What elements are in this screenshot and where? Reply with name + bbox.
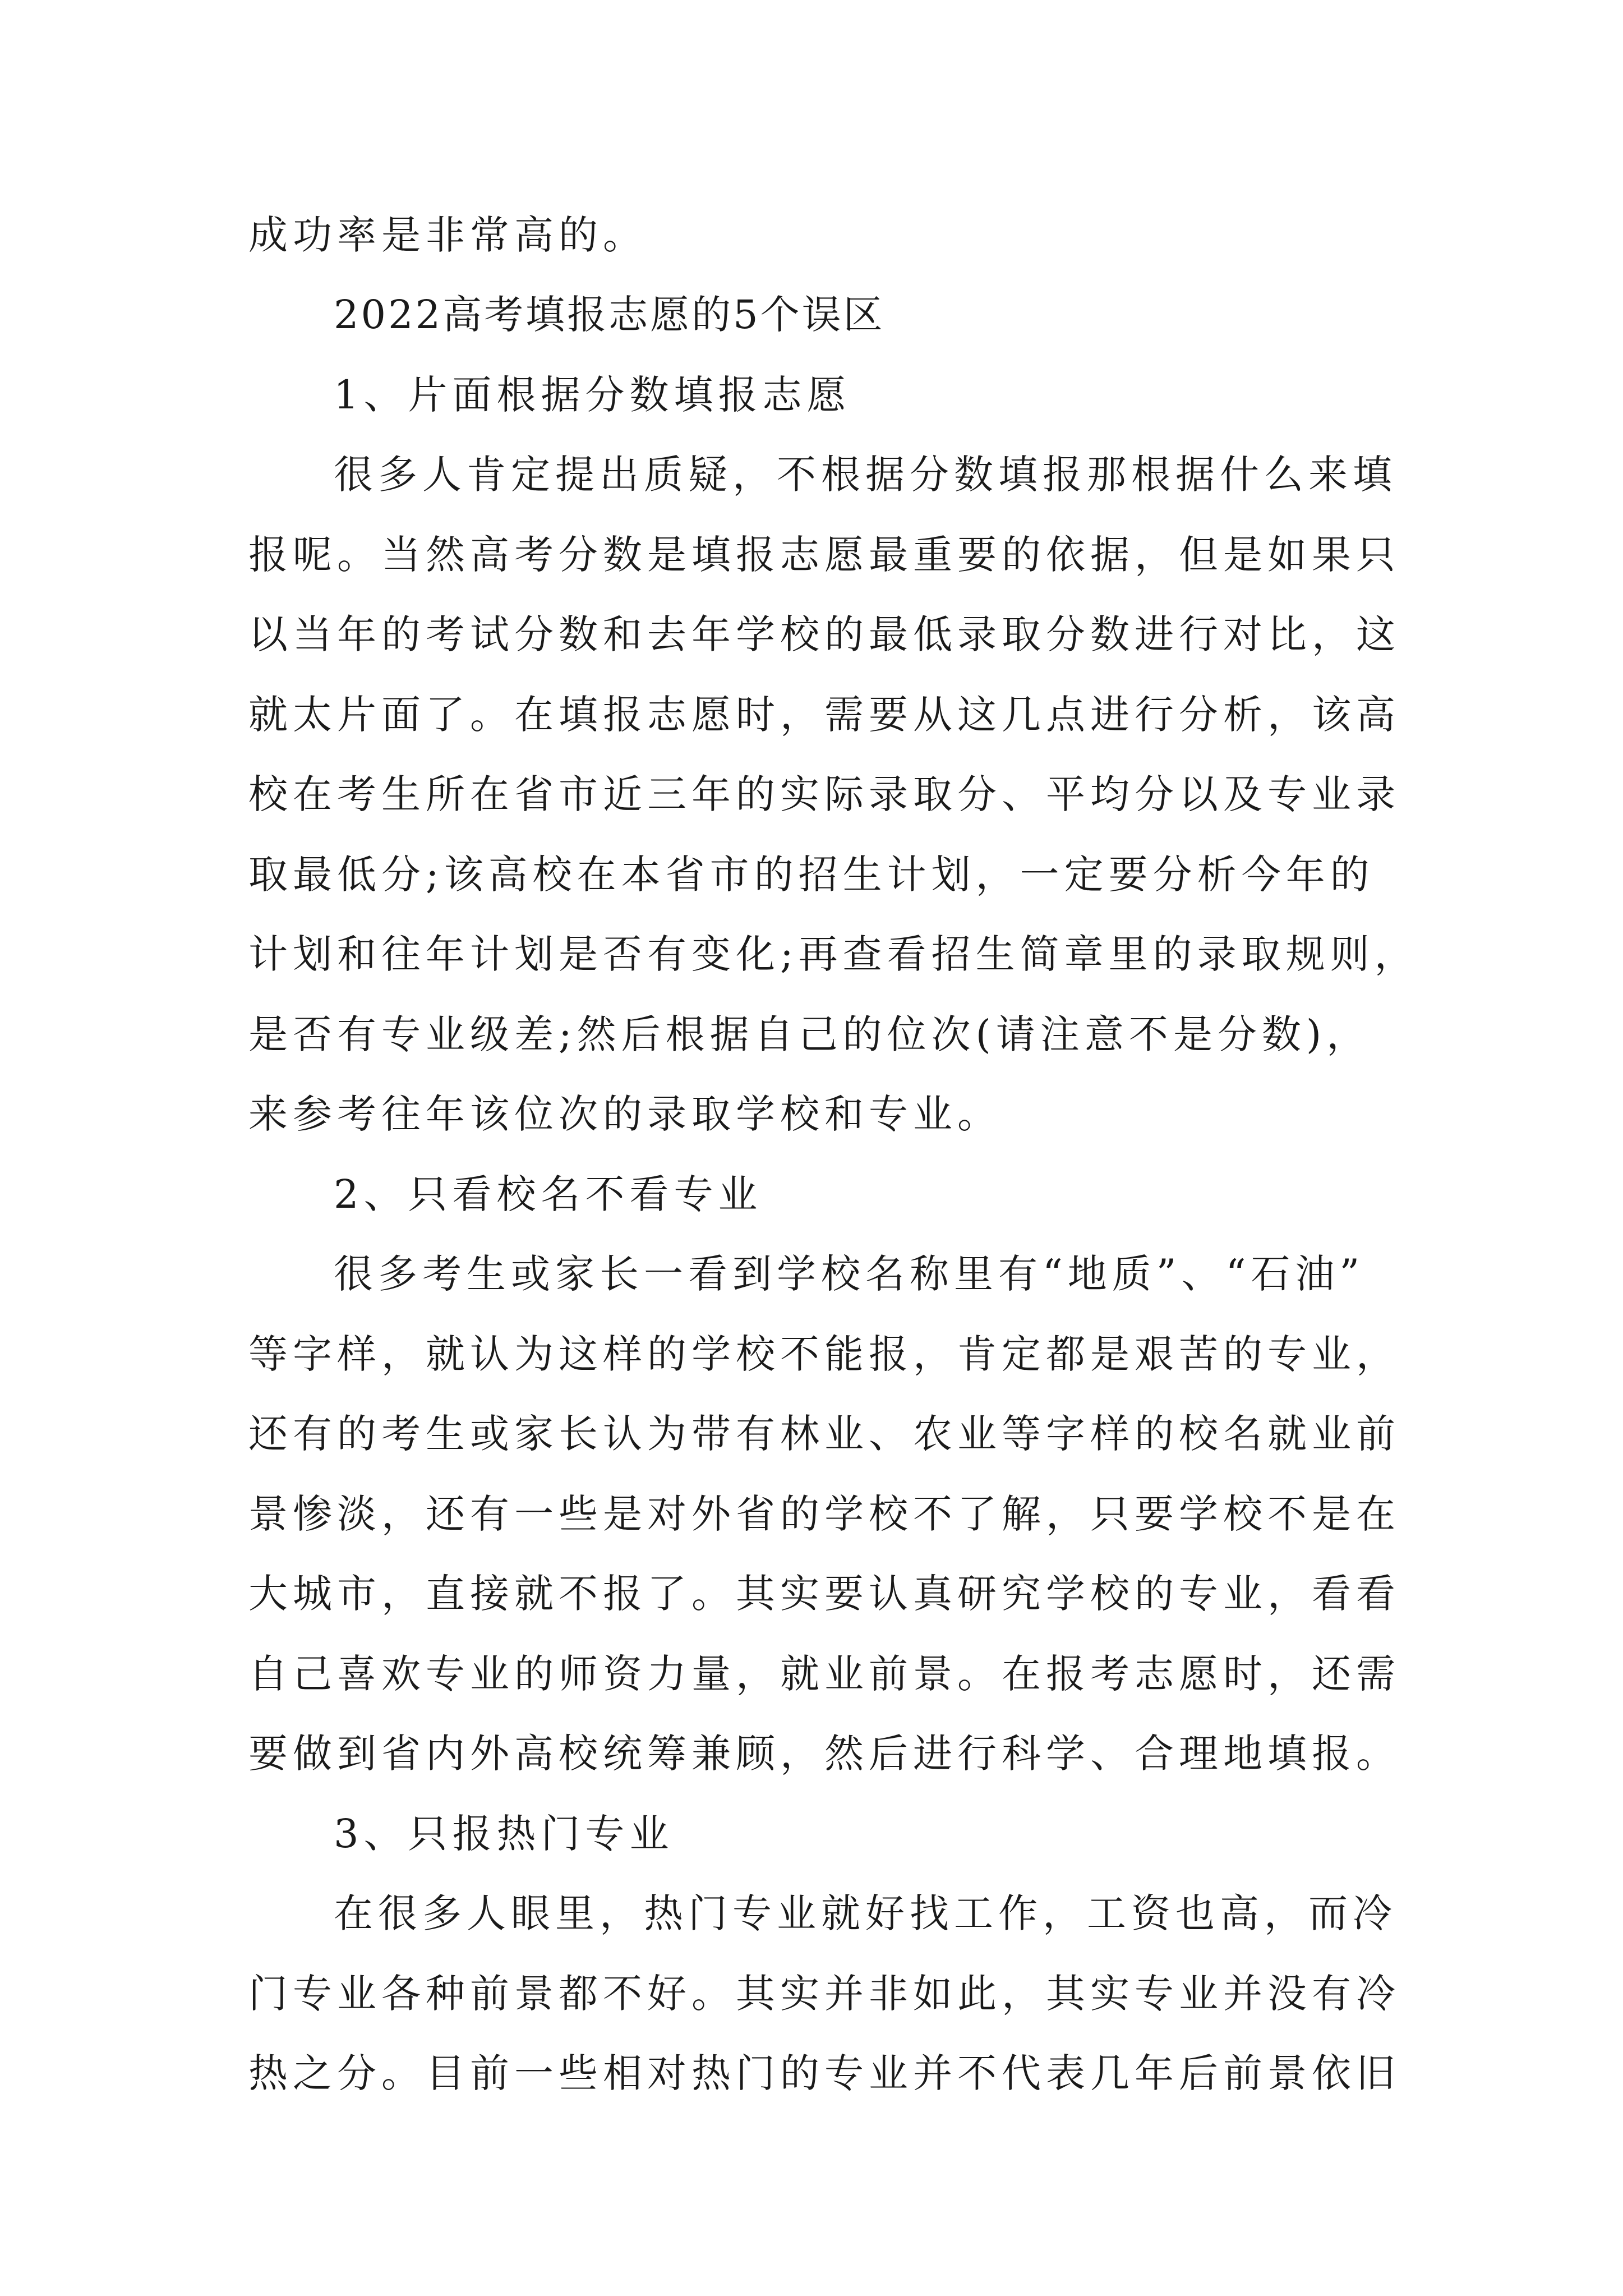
paragraph-line: 来参考往年该位次的录取学校和专业。	[248, 1091, 1002, 1137]
paragraph-line: 还有的考生或家长认为带有林业、农业等字样的校名就业前	[248, 1411, 1400, 1457]
paragraph-line: 是否有专业级差;然后根据自己的位次(请注意不是分数)，	[248, 1011, 1371, 1057]
paragraph-line: 就太片面了。在填报志愿时，需要从这几点进行分析，该高	[248, 692, 1400, 738]
subheading-3: 3、只报热门专业	[334, 1811, 674, 1857]
paragraph-line: 等字样，就认为这样的学校不能报，肯定都是艰苦的专业，	[248, 1331, 1400, 1377]
paragraph-line: 景惨淡，还有一些是对外省的学校不了解，只要学校不是在	[248, 1491, 1400, 1537]
section-title: 2022高考填报志愿的5个误区	[334, 292, 885, 338]
paragraph-line: 大城市，直接就不报了。其实要认真研究学校的专业，看看	[248, 1571, 1400, 1617]
paragraph-line: 很多人肯定提出质疑，不根据分数填报那根据什么来填	[334, 452, 1397, 498]
subheading-2: 2、只看校名不看专业	[334, 1171, 763, 1217]
paragraph-line: 成功率是非常高的。	[248, 212, 647, 258]
paragraph-line: 校在考生所在省市近三年的实际录取分、平均分以及专业录	[248, 771, 1400, 817]
paragraph-line: 门专业各种前景都不好。其实并非如此，其实专业并没有冷	[248, 1971, 1400, 2017]
paragraph-line: 计划和往年计划是否有变化;再查看招生简章里的录取规则，	[248, 931, 1419, 977]
subheading-1: 1、片面根据分数填报志愿	[334, 372, 851, 418]
paragraph-line: 取最低分;该高校在本省市的招生计划，一定要分析今年的	[248, 852, 1375, 898]
paragraph-line: 很多考生或家长一看到学校名称里有“地质”、“石油”	[334, 1251, 1365, 1297]
paragraph-line: 以当年的考试分数和去年学校的最低录取分数进行对比，这	[248, 611, 1400, 657]
paragraph-line: 要做到省内外高校统筹兼顾，然后进行科学、合理地填报。	[248, 1731, 1400, 1777]
paragraph-line: 热之分。目前一些相对热门的专业并不代表几年后前景依旧	[248, 2050, 1400, 2096]
paragraph-line: 报呢。当然高考分数是填报志愿最重要的依据，但是如果只	[248, 532, 1400, 578]
paragraph-line: 自己喜欢专业的师资力量，就业前景。在报考志愿时，还需	[248, 1651, 1400, 1697]
paragraph-line: 在很多人眼里，热门专业就好找工作，工资也高，而冷	[334, 1890, 1397, 1936]
